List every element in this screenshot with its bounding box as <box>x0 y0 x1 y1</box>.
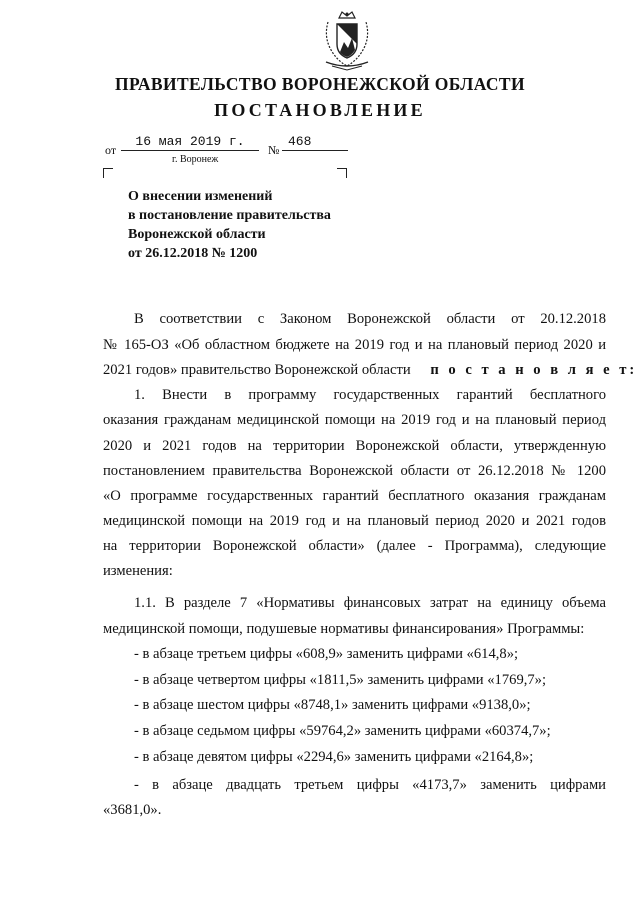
preamble-line: В соответствии с Законом Воронежской области от 20.12.2018 <box>134 311 606 327</box>
item-1-1-line: медицинской помощи, подушевые нормативы финансирования» Программы: <box>103 621 585 637</box>
preamble-line: 2021 годов» правительство Воронежской области <box>103 362 411 378</box>
subject-line: в постановление правительства <box>128 208 331 223</box>
date-prefix: от <box>105 143 117 157</box>
government-name: ПРАВИТЕЛЬСТВО ВОРОНЕЖСКОЙ ОБЛАСТИ <box>114 74 526 94</box>
document-type: ПОСТАНОВЛЕНИЕ <box>214 100 426 120</box>
item-1-line: оказания гражданам медицинской помощи на 2019 год и на плановый период <box>103 412 606 428</box>
item-1-line: 2020 и 2021 годов на территории Воронежской области, утвержденную <box>103 438 606 454</box>
number-prefix: № <box>268 143 280 157</box>
city: г. Воронеж <box>172 154 219 165</box>
decree-word: п о с т а н о в л я е т: <box>430 362 638 378</box>
item-1-line: медицинской помощи на 2019 год и на плановый период 2020 и 2021 годов <box>103 513 606 529</box>
subject-corner-left <box>103 168 113 178</box>
preamble-last-line <box>103 361 638 379</box>
item-1-line: «О программе государственных гарантий бесплатного оказания гражданам <box>103 488 606 504</box>
subject-line: Воронежской области <box>128 227 266 242</box>
change-item: - в абзаце третьем цифры «608,9» заменить цифрами «614,8»; <box>134 646 519 662</box>
item-1-line: на территории Воронежской области» (далее - Программа), следующие <box>103 538 606 554</box>
item-1-line: постановлением правительства Воронежской области от 26.12.2018 № 1200 <box>103 463 606 479</box>
document-subject <box>128 187 331 263</box>
change-item: - в абзаце двадцать третьем цифры «4173,7» заменить цифрами <box>134 777 606 793</box>
document-number: 468 <box>282 133 348 151</box>
subject-line: О внесении изменений <box>128 189 273 204</box>
change-item: - в абзаце шестом цифры «8748,1» заменить цифрами «9138,0»; <box>134 697 531 713</box>
preamble-line: № 165-ОЗ «Об областном бюджете на 2019 год и на плановый период 2020 и <box>103 337 606 353</box>
item-1-line: 1. Внести в программу государственных гарантий бесплатного <box>134 387 606 403</box>
document-date: 16 мая 2019 г. <box>121 133 259 151</box>
item-1-line: изменения: <box>103 563 173 579</box>
subject-corner-right <box>337 168 347 178</box>
change-item: - в абзаце седьмом цифры «59764,2» заменить цифрами «60374,7»; <box>134 723 551 739</box>
change-item-continuation: «3681,0». <box>103 802 162 818</box>
change-item: - в абзаце девятом цифры «2294,6» заменить цифрами «2164,8»; <box>134 749 534 765</box>
voronezh-coat-of-arms-icon <box>322 8 372 72</box>
item-1-1-line: 1.1. В разделе 7 «Нормативы финансовых затрат на единицу объема <box>134 595 606 611</box>
change-item: - в абзаце четвертом цифры «1811,5» заменить цифрами «1769,7»; <box>134 672 547 688</box>
subject-line: от 26.12.2018 № 1200 <box>128 246 258 261</box>
